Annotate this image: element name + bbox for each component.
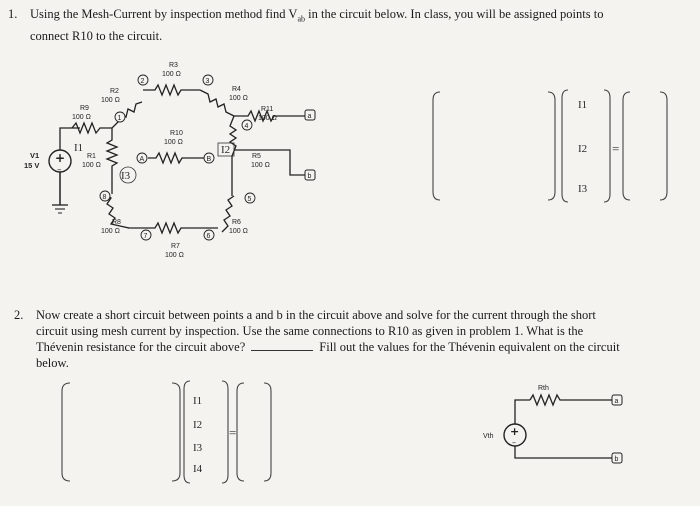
question-1-line-1: Using the Mesh-Current by inspection method find V (30, 7, 298, 21)
question-1-line-1-end: in the circuit below. In class, you will be assigned points to (305, 7, 604, 21)
question-2-line-4: below. (36, 356, 69, 370)
matrix1-equals: = (612, 141, 620, 156)
r8-label: R8 (112, 219, 121, 226)
vth-plus-icon: + (510, 425, 520, 438)
question-2 (14, 307, 686, 371)
mesh-i1-label: I1 (74, 142, 84, 154)
r6-label: R6 (232, 219, 241, 226)
r10-label: R10 (170, 130, 183, 137)
node-6: 6 (206, 233, 211, 240)
matrix1-right-bracket-icon (548, 92, 555, 200)
matrix2-var-i3: I3 (193, 442, 203, 454)
terminal-a-label: a (307, 113, 312, 120)
matrix1-var-i3: I3 (578, 183, 588, 195)
vth-label: Vth (483, 433, 494, 440)
v1-plus-icon: + (55, 151, 66, 165)
question-2-line-2: circuit using mesh current by inspection. Use the same connections to R10 as given in problem 1. What is the (36, 324, 584, 338)
r8-value: 100 Ω (101, 228, 120, 235)
matrix2-rhs-left-bracket-icon (237, 383, 244, 481)
question-1-line-2: connect R10 to the circuit. (30, 28, 163, 43)
node-a-upper: A (139, 156, 145, 163)
node-1: 1 (117, 115, 122, 122)
node-4: 4 (244, 123, 249, 130)
thevenin-resistance-blank[interactable] (251, 339, 313, 351)
r3-label: R3 (169, 62, 178, 69)
node-8: 8 (102, 194, 107, 201)
r3-value: 100 Ω (162, 71, 181, 78)
matrix1-var-i1: I1 (578, 99, 588, 111)
question-2-number: 2. (14, 308, 24, 322)
r6-value: 100 Ω (229, 228, 248, 235)
r6-resistor-icon (222, 196, 234, 232)
node-5: 5 (247, 196, 252, 203)
r9-value: 100 Ω (72, 114, 91, 121)
matrix2-left-bracket-icon (62, 383, 70, 481)
r5-value: 100 Ω (251, 162, 270, 169)
r9-resistor-icon (72, 123, 112, 133)
question-2-line-3b: Fill out the values for the Thévenin equivalent on the circuit (319, 340, 620, 354)
v1-value: 15 V (24, 161, 40, 170)
r9-label: R9 (80, 105, 89, 112)
thevenin-wire (515, 400, 612, 458)
question-2-line-1: Now create a short circuit between points a and b in the circuit above and solve for the current through the short (36, 308, 596, 322)
matrix2-var-i2: I2 (193, 419, 203, 431)
r1-label: R1 (87, 153, 96, 160)
r7-value: 100 Ω (165, 252, 184, 259)
matrix1-vec-right-bracket-icon (604, 90, 610, 202)
r4-value: 100 Ω (229, 95, 248, 102)
matrix2-vec-right-bracket-icon (222, 381, 228, 483)
matrix2-var-i1: I1 (193, 395, 203, 407)
matrix2-equals: = (229, 425, 237, 440)
node-b-upper: B (206, 156, 212, 163)
question-1-number: 1. (8, 7, 18, 21)
vth-minus-icon: – (512, 438, 516, 447)
r3-resistor-icon (143, 85, 200, 95)
node-2: 2 (140, 78, 145, 85)
r10-resistor-icon (148, 153, 204, 163)
matrix1-vec-left-bracket-icon (562, 90, 568, 202)
matrix2-rhs-right-bracket-icon (264, 383, 271, 481)
thevenin-terminal-b-label: b (614, 456, 619, 463)
matrix2-right-bracket-icon (172, 383, 180, 481)
v1-minus-icon: – (57, 165, 62, 175)
v1-label: V1 (30, 151, 40, 160)
r4-resistor-icon (200, 90, 234, 116)
r11-value: 100 Ω (258, 115, 277, 122)
matrix1-rhs-right-bracket-icon (660, 92, 667, 200)
thevenin-terminal-a-label: a (614, 398, 619, 405)
r5-label: R5 (252, 153, 261, 160)
terminal-b-label: b (307, 173, 312, 180)
matrix2-vec-left-bracket-icon (184, 381, 190, 483)
node-7: 7 (143, 233, 148, 240)
rth-label: Rth (538, 385, 549, 392)
node-3: 3 (205, 78, 210, 85)
r2-value: 100 Ω (101, 97, 120, 104)
r11-label: R11 (261, 106, 274, 113)
matrix2-var-i4: I4 (193, 463, 203, 475)
matrix1-left-bracket-icon (433, 92, 440, 200)
r2-label: R2 (110, 88, 119, 95)
r4-label: R4 (232, 86, 241, 93)
r1-value: 100 Ω (82, 162, 101, 169)
mesh-i3-label: I3 (121, 170, 131, 182)
matrix1-var-i2: I2 (578, 143, 588, 155)
r7-label: R7 (171, 243, 180, 250)
rth-resistor-icon (530, 395, 568, 405)
r1-resistor-icon (107, 128, 117, 194)
r10-value: 100 Ω (164, 139, 183, 146)
vab-subscript: ab (297, 14, 306, 24)
matrix1-rhs-left-bracket-icon (623, 92, 630, 200)
mesh-i2-label: I2 (221, 144, 231, 156)
question-2-line-3a: Thévenin resistance for the circuit above? (36, 340, 246, 354)
r7-resistor-icon (128, 223, 218, 233)
